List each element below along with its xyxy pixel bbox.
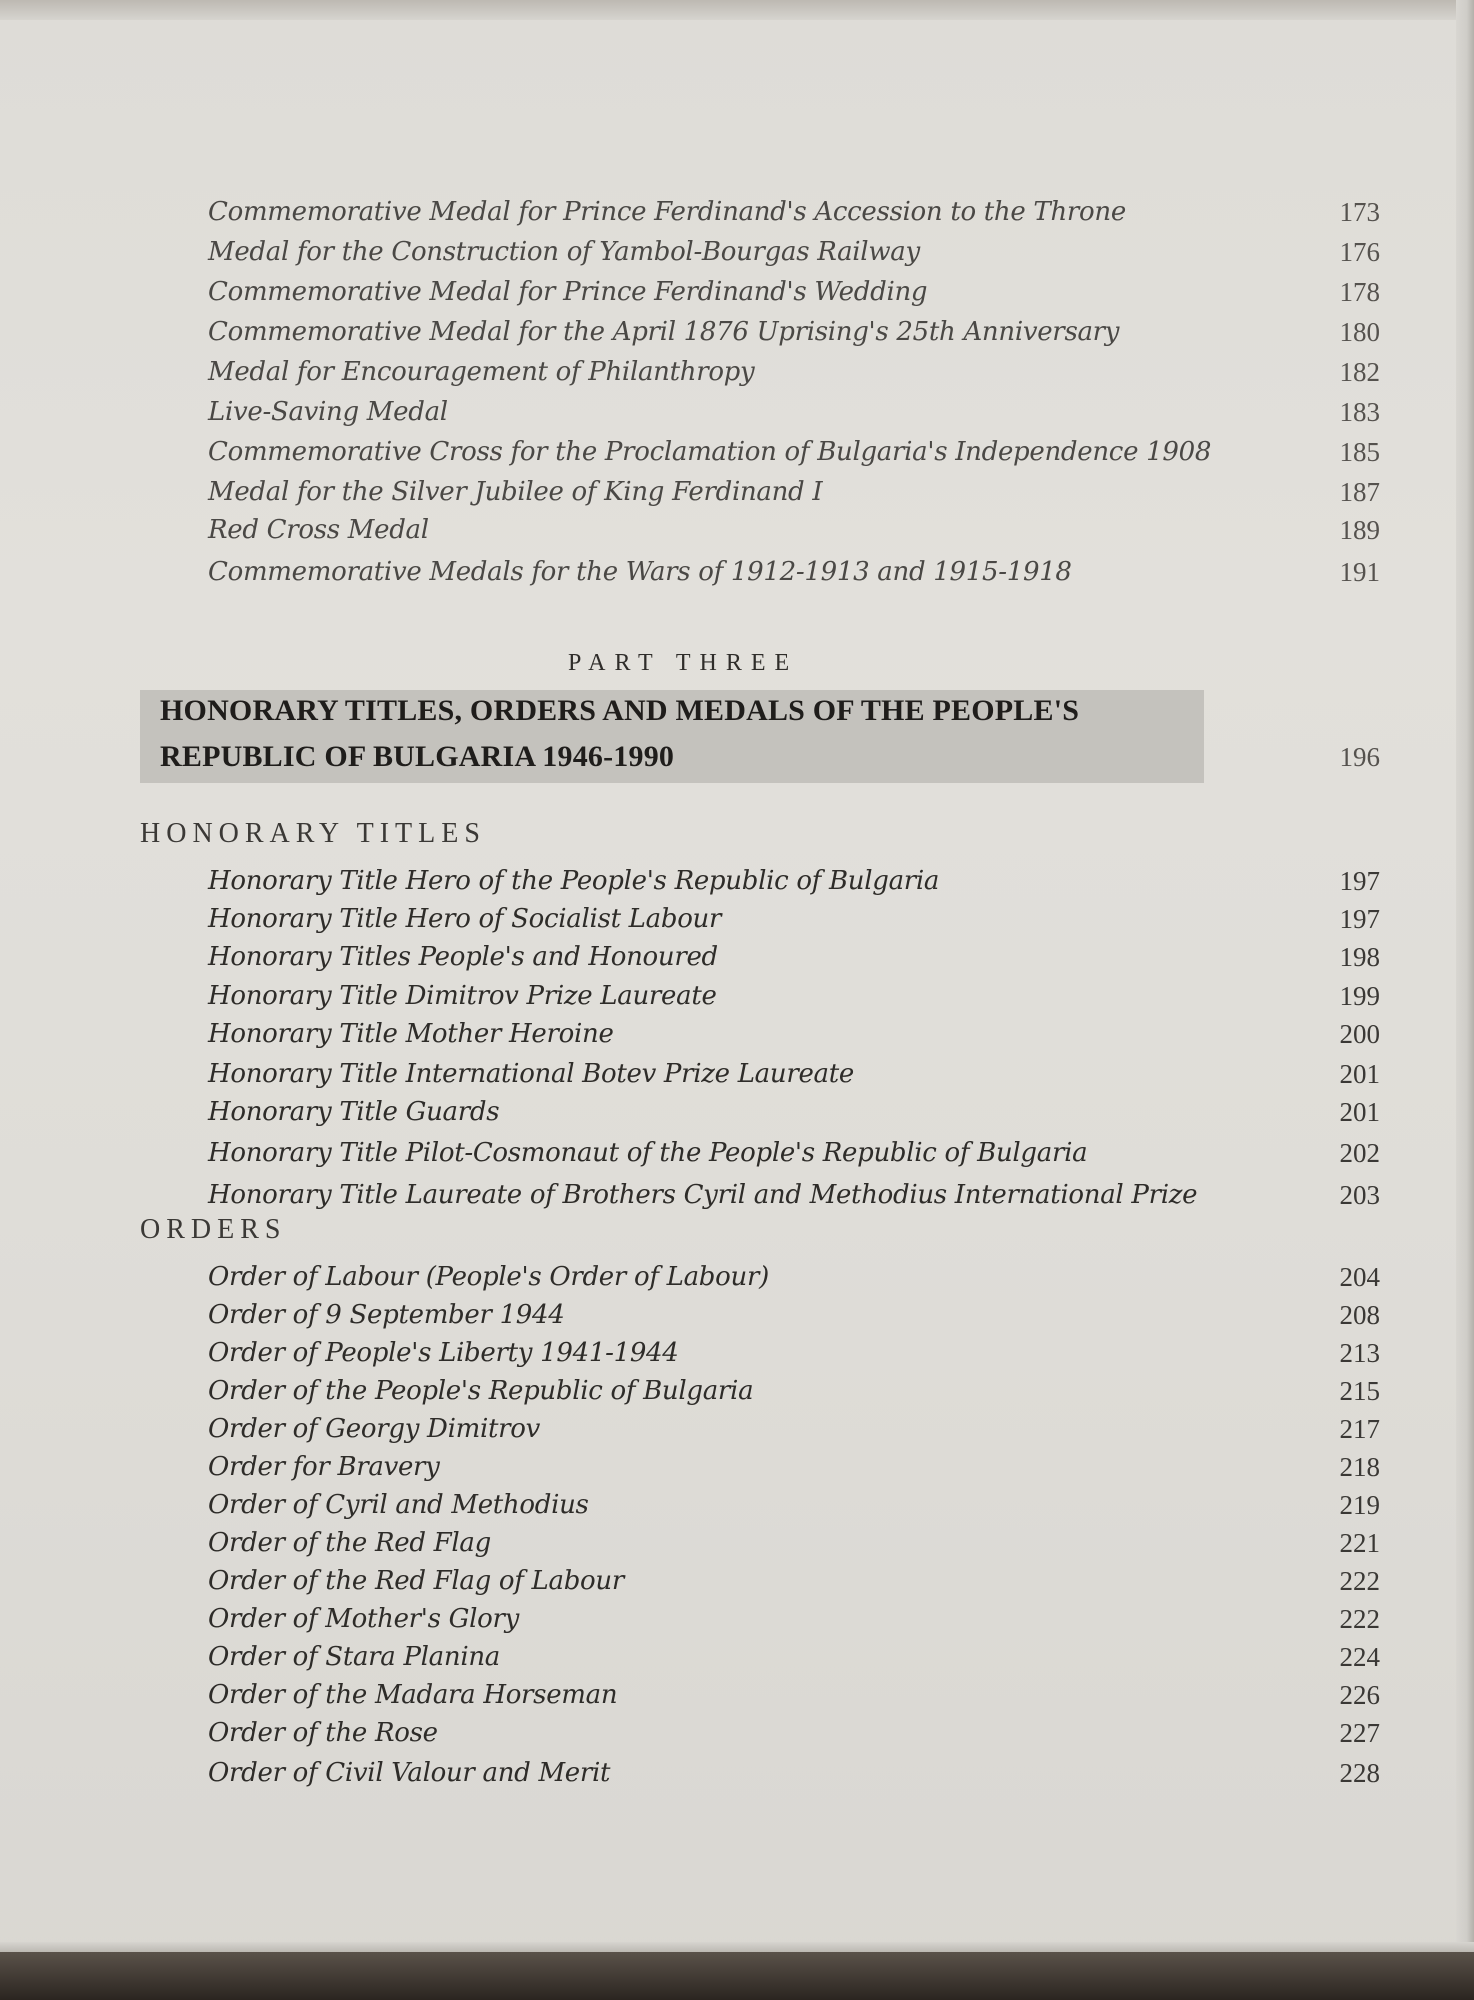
toc-entry xyxy=(0,1448,1474,1486)
toc-entry-page: 198 xyxy=(1339,942,1380,972)
toc-entry-page: 227 xyxy=(1339,1718,1380,1748)
toc-entry-title: Honorary Title Dimitrov Prize Laureate xyxy=(208,981,717,1011)
toc-entry-title: Honorary Title Mother Heroine xyxy=(208,1019,614,1049)
toc-entry-page: 173 xyxy=(1339,197,1380,227)
toc-entry-title: Order of Mother's Glory xyxy=(208,1604,520,1634)
toc-entry-title: Commemorative Medal for Prince Ferdinand's Accession to the Throne xyxy=(208,197,1126,227)
toc-entry xyxy=(0,1372,1474,1410)
toc-entry xyxy=(0,1754,1474,1792)
toc-entry-page: 224 xyxy=(1339,1642,1380,1672)
toc-entry-title: Order of 9 September 1944 xyxy=(208,1300,565,1330)
toc-entry-page: 204 xyxy=(1339,1262,1380,1292)
toc-entry-page: 200 xyxy=(1339,1019,1380,1049)
toc-entry xyxy=(0,1524,1474,1562)
toc-entry-title: Medal for the Silver Jubilee of King Ferdinand I xyxy=(208,477,823,507)
toc-entry xyxy=(0,977,1474,1015)
toc-entry xyxy=(0,1134,1474,1172)
toc-entry-title: Honorary Title Laureate of Brothers Cyril and Methodius International Prize xyxy=(208,1180,1198,1210)
toc-entry-title: Honorary Title Hero of the People's Republic of Bulgaria xyxy=(208,866,940,896)
toc-entry xyxy=(0,938,1474,976)
toc-entry-page: 199 xyxy=(1339,981,1380,1011)
toc-entry xyxy=(0,1562,1474,1600)
toc-entry-title: Commemorative Medals for the Wars of 1912-1913 and 1915-1918 xyxy=(208,557,1072,587)
toc-entry-title: Order of Georgy Dimitrov xyxy=(208,1414,540,1444)
toc-entry xyxy=(0,1296,1474,1334)
toc-entry xyxy=(0,353,1474,391)
toc-entry xyxy=(0,193,1474,231)
toc-entry-page: 201 xyxy=(1339,1059,1380,1089)
toc-entry-title: Commemorative Cross for the Proclamation of Bulgaria's Independence 1908 xyxy=(208,437,1212,467)
toc-entry xyxy=(0,1258,1474,1296)
toc-entry-page: 222 xyxy=(1339,1604,1380,1634)
toc-entry-page: 182 xyxy=(1339,357,1380,387)
toc-entry-page: 183 xyxy=(1339,397,1380,427)
page-top-edge xyxy=(0,0,1474,20)
toc-entry-page: 219 xyxy=(1339,1490,1380,1520)
toc-entry xyxy=(0,313,1474,351)
toc-entry xyxy=(0,1676,1474,1714)
toc-entry-title: Order of Cyril and Methodius xyxy=(208,1490,589,1520)
toc-entry xyxy=(0,473,1474,511)
section-heading-orders: ORDERS xyxy=(140,1214,287,1245)
toc-entry xyxy=(0,553,1474,591)
toc-entry xyxy=(0,1093,1474,1131)
toc-entry-title: Order of Labour (People's Order of Labour) xyxy=(208,1262,769,1292)
toc-entry-page: 213 xyxy=(1339,1338,1380,1368)
toc-entry xyxy=(0,1176,1474,1214)
toc-entry xyxy=(0,1486,1474,1524)
toc-entry-page: 202 xyxy=(1339,1138,1380,1168)
toc-entry-title: Order of the People's Republic of Bulgaria xyxy=(208,1376,754,1406)
toc-entry-page: 185 xyxy=(1339,437,1380,467)
toc-entry xyxy=(0,511,1474,549)
table-surface xyxy=(0,1952,1474,2000)
toc-entry-page: 189 xyxy=(1339,515,1380,545)
toc-entry-title: Order of Stara Planina xyxy=(208,1642,500,1672)
toc-entry xyxy=(0,393,1474,431)
toc-entry-page: 221 xyxy=(1339,1528,1380,1558)
toc-entry-title: Honorary Title Guards xyxy=(208,1097,500,1127)
toc-entry xyxy=(0,233,1474,271)
toc-entry-title: Order of the Red Flag of Labour xyxy=(208,1566,624,1596)
toc-entry xyxy=(0,1015,1474,1053)
page-bottom-edge xyxy=(0,1942,1474,1952)
toc-entry xyxy=(0,1714,1474,1752)
toc-entry-page: 180 xyxy=(1339,317,1380,347)
toc-entry-title: Medal for Encouragement of Philanthropy xyxy=(208,357,755,387)
toc-entry-page: 197 xyxy=(1339,866,1380,896)
toc-entry-title: Commemorative Medal for the April 1876 Uprising's 25th Anniversary xyxy=(208,317,1120,347)
toc-entry-page: 203 xyxy=(1339,1180,1380,1210)
toc-entry-title: Live-Saving Medal xyxy=(208,397,448,427)
toc-entry-title: Order for Bravery xyxy=(208,1452,440,1482)
part-title-line-1: HONORARY TITLES, ORDERS AND MEDALS OF THE PEOPLE'S xyxy=(160,694,1080,727)
toc-entry-page: 217 xyxy=(1339,1414,1380,1444)
part-title-line-2: REPUBLIC OF BULGARIA 1946-1990 xyxy=(160,740,675,773)
part-page-number: 196 xyxy=(1339,742,1380,772)
toc-entry-title: Honorary Title Hero of Socialist Labour xyxy=(208,904,722,934)
toc-entry-title: Commemorative Medal for Prince Ferdinand's Wedding xyxy=(208,277,928,307)
toc-entry-page: 176 xyxy=(1339,237,1380,267)
toc-entry xyxy=(0,433,1474,471)
toc-entry-page: 222 xyxy=(1339,1566,1380,1596)
toc-entry-page: 228 xyxy=(1339,1758,1380,1788)
toc-entry-title: Order of the Rose xyxy=(208,1718,438,1748)
toc-entry xyxy=(0,1410,1474,1448)
toc-entry-title: Order of People's Liberty 1941-1944 xyxy=(208,1338,679,1368)
toc-entry-title: Order of the Madara Horseman xyxy=(208,1680,618,1710)
toc-entry xyxy=(0,862,1474,900)
toc-entry-title: Honorary Title International Botev Prize Laureate xyxy=(208,1059,854,1089)
toc-entry xyxy=(0,273,1474,311)
toc-entry-page: 215 xyxy=(1339,1376,1380,1406)
toc-entry-page: 197 xyxy=(1339,904,1380,934)
toc-entry-page: 178 xyxy=(1339,277,1380,307)
toc-entry-page: 191 xyxy=(1339,557,1380,587)
toc-entry xyxy=(0,1055,1474,1093)
toc-entry-title: Order of Civil Valour and Merit xyxy=(208,1758,611,1788)
toc-entry-title: Honorary Title Pilot-Cosmonaut of the People's Republic of Bulgaria xyxy=(208,1138,1088,1168)
toc-entry-page: 226 xyxy=(1339,1680,1380,1710)
toc-entry xyxy=(0,900,1474,938)
toc-entry-title: Red Cross Medal xyxy=(208,515,429,545)
toc-entry xyxy=(0,1600,1474,1638)
toc-entry-page: 218 xyxy=(1339,1452,1380,1482)
toc-entry xyxy=(0,1334,1474,1372)
toc-entry-page: 187 xyxy=(1339,477,1380,507)
toc-entry-title: Medal for the Construction of Yambol-Bourgas Railway xyxy=(208,237,920,267)
toc-entry-title: Order of the Red Flag xyxy=(208,1528,491,1558)
toc-entry xyxy=(0,1638,1474,1676)
part-label: PART THREE xyxy=(568,650,799,676)
toc-entry-page: 208 xyxy=(1339,1300,1380,1330)
toc-entry-page: 201 xyxy=(1339,1097,1380,1127)
section-heading-honorary-titles: HONORARY TITLES xyxy=(140,818,486,849)
toc-entry-title: Honorary Titles People's and Honoured xyxy=(208,942,718,972)
